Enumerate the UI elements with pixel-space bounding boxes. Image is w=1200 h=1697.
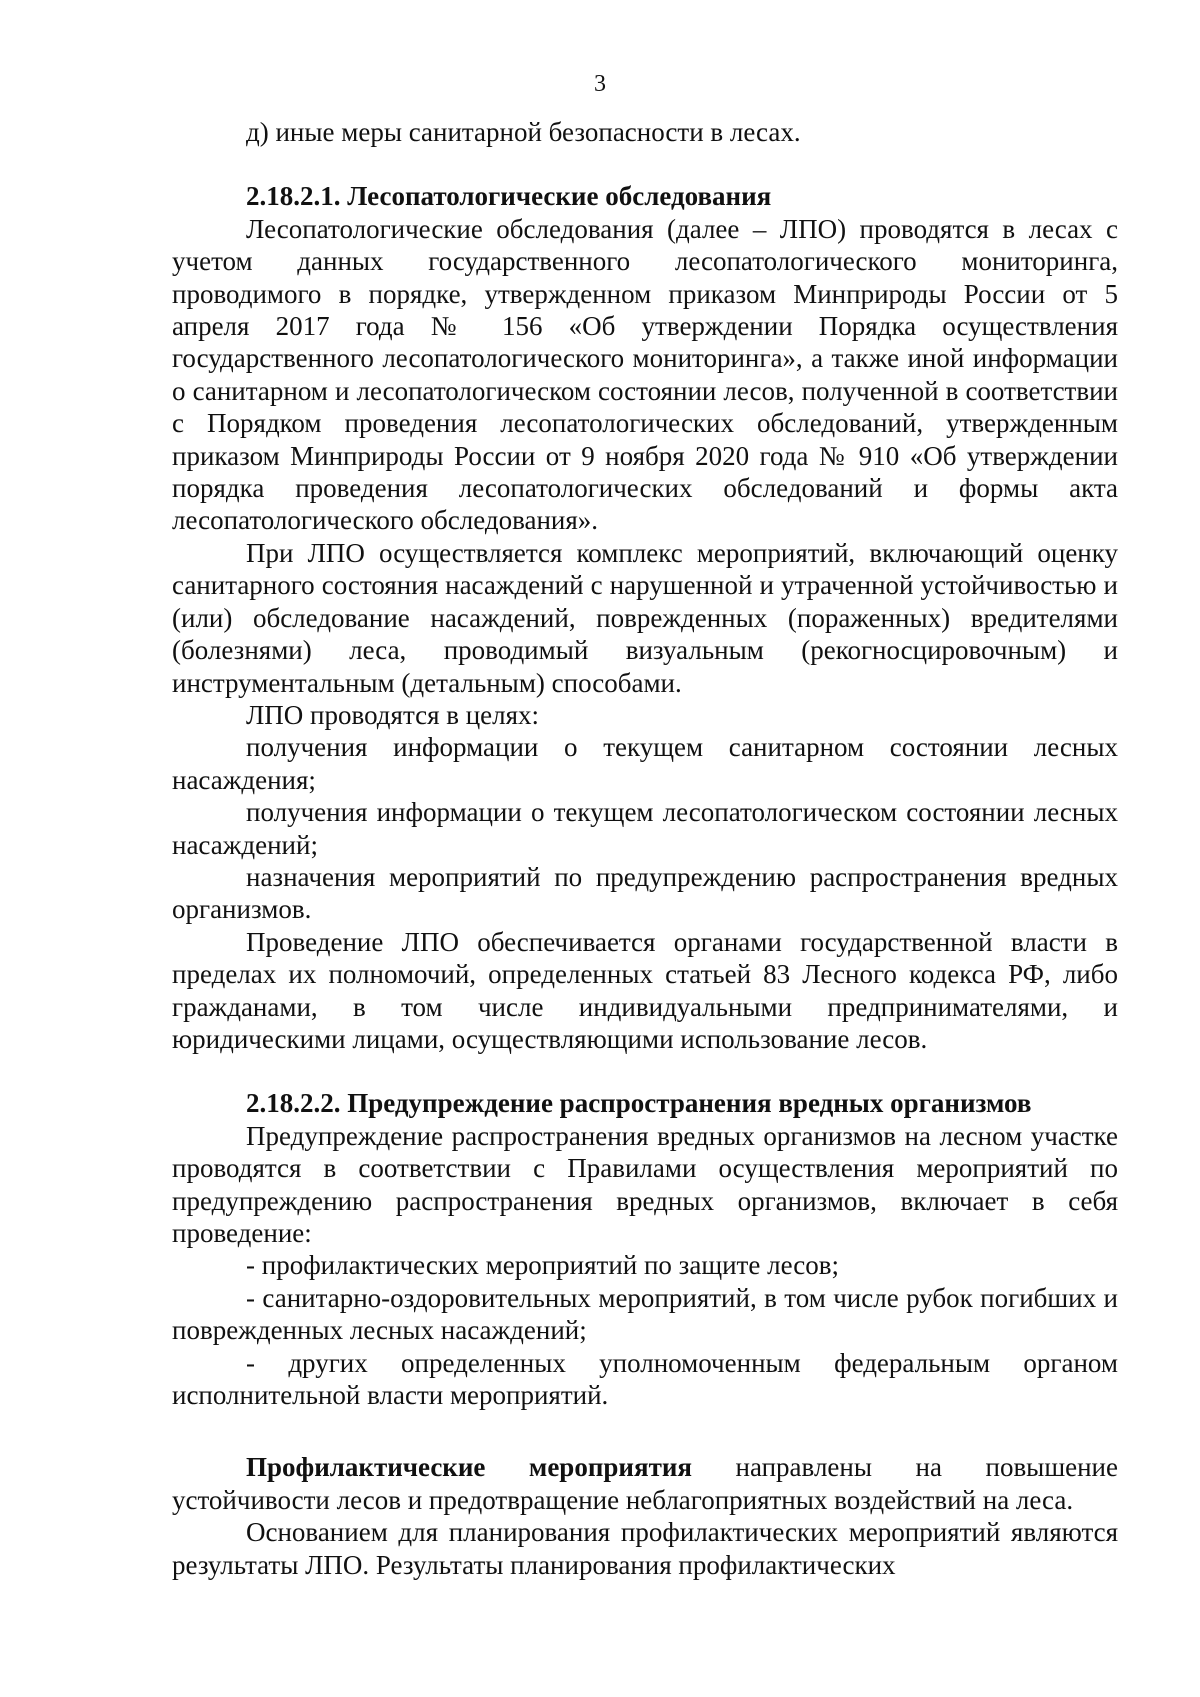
bold-term: Профилактические мероприятия — [246, 1452, 692, 1483]
page-number: 3 — [594, 71, 606, 97]
list-item: получения информации о текущем санитарном состоянии лесных насаждения; — [172, 732, 1118, 795]
section-heading-pest-spread-prevention: 2.18.2.2. Предупреждение распространения вредных организмов — [246, 1088, 1032, 1119]
list-item: - других определенных уполномоченным федеральным органом исполнительной власти мероприятий. — [172, 1347, 1118, 1411]
paragraph-text: направлены на повышение устойчивости лесов и предотвращение неблагоприятных воздействий на леса. — [172, 1452, 1118, 1515]
list-item: - профилактических мероприятий по защите лесов; — [246, 1250, 839, 1281]
section-heading-forest-pathology-surveys: 2.18.2.1. Лесопатологические обследования — [246, 181, 772, 212]
list-item: назначения мероприятий по предупреждению распространения вредных организмов. — [172, 861, 1118, 925]
paragraph: ЛПО проводятся в целях: — [246, 699, 540, 730]
paragraph: Основанием для планирования профилактических мероприятий являются результаты ЛПО. Результаты планирования профилактических — [172, 1517, 1118, 1580]
paragraph-preventive-measures — [172, 1451, 1118, 1516]
list-item-d: д) иные меры санитарной безопасности в лесах. — [246, 117, 801, 147]
paragraph: Предупреждение распространения вредных организмов на лесном участке проводятся в соответствии с Правилами осуществления мероприятий по предупреждению распространения вредных организмов, включает в себя проведение: — [172, 1120, 1118, 1248]
list-item: получения информации о текущем лесопатологическом состоянии лесных насаждений; — [172, 797, 1118, 860]
list-item: - санитарно-оздоровительных мероприятий, в том числе рубок погибших и поврежденных лесных насаждений; — [172, 1282, 1118, 1346]
paragraph: Лесопатологические обследования (далее – ЛПО) проводятся в лесах с учетом данных государственного лесопатологического мониторинга, проводимого в порядке, утвержденном приказом Минприроды России от 5 апреля 2017 года № 156 «Об утверждении Порядка осуществления государственного лесопатологического мониторинга», а также иной информации о санитарном и лесопатологическом состоянии лесов, полученной в соответствии с Порядком проведения лесопатологических обследований, утвержденным приказом Минприроды России от 9 ноября 2020 года № 910 «Об утверждении порядка проведения лесопатологических обследований и формы акта лесопатологического обследования». — [172, 213, 1118, 536]
paragraph: Проведение ЛПО обеспечивается органами государственной власти в пределах их полномочий, определенных статьей 83 Лесного кодекса РФ, либо гражданами, в том числе индивидуальными предпринимателями, и юридическими лицами, осуществляющими использование лесов. — [172, 926, 1118, 1054]
paragraph: При ЛПО осуществляется комплекс мероприятий, включающий оценку санитарного состояния насаждений с нарушенной и утраченной устойчивостью и (или) обследование насаждений, поврежденных (пораженных) вредителями (болезнями) леса, проводимый визуальным (рекогносцировочным) и инструментальным (детальным) способами. — [172, 537, 1118, 698]
document-body — [172, 116, 1118, 1581]
